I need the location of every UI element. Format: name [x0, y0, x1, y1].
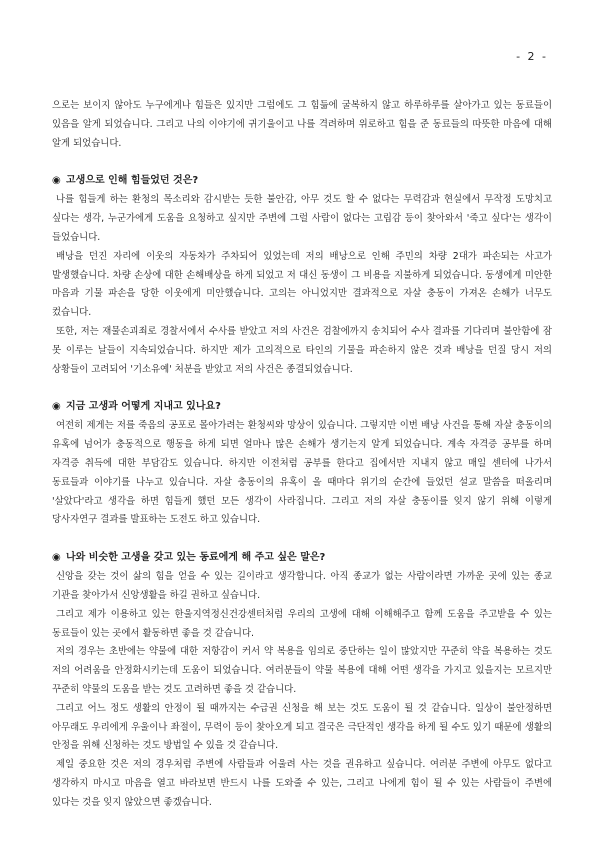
section-paragraph: 여전히 제게는 저를 죽음의 공포로 몰아가려는 환청씨와 망상이 있습니다. 그렇지만 이번 배낭 사건을 통해 자살 충동이의 유혹에 넘어가 충동적으로 행동을 하게 되면 얼마나 많은 손해가 생기는지 알게 되었습니다. 계속 자격증 공부를 하며 자격증 취득에 대한 부담감도 있습니다. 하지만 이전처럼 공부를 한다고 집에서만 지내지 않고 매일 센터에 나가서 동료들과 이야기를 나누고 있습니다. 자살 충동이의 유혹이 올 때마다 위기의 순간에 들었던 설교 말씀을 떠올리며 '살았다'라고 생각을 하면 힘들게 했던 모든 생각이 사라집니다. 그리고 저의 자살 충동이를 잊지 않기 위해 이렇게 당사자연구 결과를 발표하는 도전도 하고 있습니다. — [52, 420, 552, 526]
intro-block — [52, 97, 552, 153]
section-paragraph: 또한, 저는 재물손괴죄로 경찰서에서 수사를 받았고 저의 사건은 검찰에까지 송치되어 수사 결과를 기다리며 불안함에 잠 못 이루는 날들이 지속되었습니다. 하지만 제가 고의적으로 타인의 기물을 파손하지 않은 것과 배낭을 던질 당시 저의 상황들이 고려되어 '기소유예' 처분을 받았고 저의 사건은 종결되었습니다. — [52, 325, 552, 375]
section-paragraph: 그리고 제가 이용하고 있는 한울지역정신건강센터처럼 우리의 고생에 대해 이해해주고 함께 도움을 주고받을 수 있는 동료들이 있는 곳에서 활동하면 좋을 것 같습니다. — [52, 608, 552, 639]
section-heading-text: 고생으로 인해 힘들었던 것은? — [66, 175, 199, 187]
section-paragraph: 저의 경우는 초반에는 약물에 대한 저항감이 커서 약 복용을 임의로 중단하는 일이 많았지만 꾸준히 약을 복용하는 것도 저의 어려움을 안정화시키는데 도움이 되었습니다. 여러분들이 약물 복용에 대해 어떤 생각을 가지고 있을지는 모르지만 꾸준히 약물의 도움을 받는 것도 고려하면 좋을 것 같습니다. — [52, 646, 552, 695]
document-body — [52, 97, 552, 813]
section-advice — [52, 548, 552, 812]
page-number: - 2 - — [516, 50, 548, 63]
bullet-marker: ◉ — [52, 552, 61, 564]
section-heading — [52, 397, 552, 416]
section-heading-text: 나와 비슷한 고생을 갖고 있는 동료에게 해 주고 싶은 말은? — [66, 552, 326, 564]
section-current-life — [52, 397, 552, 530]
section-hardship — [52, 171, 552, 379]
section-heading — [52, 548, 552, 567]
section-heading-text: 지금 고생과 어떻게 지내고 있나요? — [66, 401, 221, 413]
bullet-marker: ◉ — [52, 401, 61, 413]
section-paragraph: 그리고 어느 정도 생활의 안정이 될 때까지는 수급권 신청을 해 보는 것도 도움이 될 것 같습니다. 일상이 불안정하면 아무래도 우리에게 우울이나 좌절이, 무력이 등이 찾아오게 되고 결국은 극단적인 생각을 하게 될 수도 있기 때문에 생활의 안정을 위해 신청하는 것도 방법일 수 있을 것 같습니다. — [52, 702, 552, 752]
section-heading — [52, 171, 552, 190]
section-paragraph: 배낭을 던진 자리에 이웃의 자동차가 주차되어 있었는데 저의 배낭으로 인해 주민의 차량 2대가 파손되는 사고가 발생했습니다. 차량 손상에 대한 손해배상을 하게 되었고 저 대신 동생이 그 비용을 지불하게 되었습니다. 동생에게 미안한 마음과 기물 파손을 당한 이웃에게 미안했습니다. 고의는 아니었지만 결과적으로 자살 충동이 가져온 손해가 너무도 컸습니다. — [52, 250, 552, 319]
section-paragraph: 나를 힘들게 하는 환청의 목소리와 감시받는 듯한 불안감, 아무 것도 할 수 없다는 무력감과 현실에서 무작정 도망치고 싶다는 생각, 누군가에게 도움을 요청하고 싶지만 주변에 그럴 사람이 없다는 고립감 등이 찾아와서 '죽고 싶다'는 생각이 들었습니다. — [52, 194, 552, 243]
bullet-marker: ◉ — [52, 175, 61, 187]
section-paragraph: 제일 중요한 것은 저의 경우처럼 주변에 사람들과 어울려 사는 것을 권유하고 싶습니다. 여러분 주변에 아무도 없다고 생각하지 마시고 마음을 열고 바라보면 반드시 나를 도와줄 수 있는, 그리고 나에게 힘이 될 수 있는 사람들이 주변에 있다는 것을 잊지 않았으면 좋겠습니다. — [52, 759, 552, 808]
intro-paragraph: 으로는 보이지 않아도 누구에게나 힘들은 있지만 그럼에도 그 힘듦에 굴복하지 않고 하루하루를 살아가고 있는 동료들이 있음을 알게 되었습니다. 그리고 나의 이야기에 귀기울이고 나를 격려하며 위로하고 힘을 준 동료들의 따뜻한 마음에 대해 알게 되었습니다. — [52, 100, 552, 149]
section-paragraph: 신앙을 갖는 것이 삶의 힘을 얻을 수 있는 길이라고 생각합니다. 아직 종교가 없는 사람이라면 가까운 곳에 있는 종교 기관을 찾아가서 신앙생활을 하길 권하고 싶습니다. — [52, 571, 552, 601]
